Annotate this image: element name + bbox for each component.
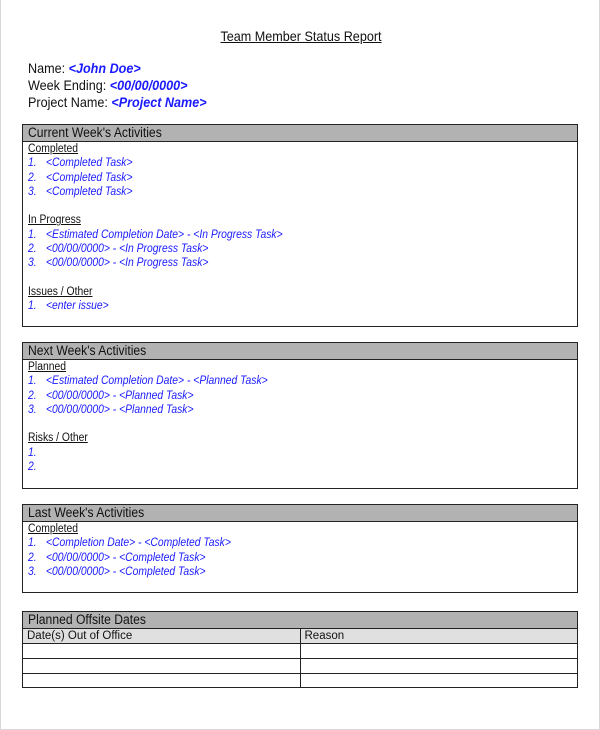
offsite-table (23, 629, 577, 688)
item-number: 3. (28, 403, 37, 416)
section-title: Current Week's Activities (28, 125, 162, 140)
section-title: Planned Offsite Dates (28, 612, 146, 627)
next-week-section (22, 342, 578, 489)
offsite-dates-section (22, 611, 578, 688)
item-number: 2. (28, 243, 37, 256)
name-label: Name: (28, 60, 66, 76)
list-item[interactable] (28, 256, 522, 270)
item-number: 1. (28, 537, 37, 550)
item-text: <00/00/0000> - <Completed Task> (46, 565, 206, 578)
subheading-in-progress: In Progress (28, 214, 81, 227)
list-item[interactable] (28, 242, 522, 256)
week-ending-value[interactable]: <00/00/0000> (109, 77, 188, 93)
item-number: 3. (28, 185, 37, 198)
section-title: Next Week's Activities (28, 343, 147, 358)
item-text: <00/00/0000> - <Planned Task> (46, 389, 194, 402)
list-item[interactable] (28, 460, 522, 474)
list-item[interactable] (28, 389, 522, 403)
column-header-dates: Date(s) Out of Office (23, 629, 300, 643)
report-meta (28, 60, 207, 111)
reason-cell[interactable] (300, 673, 577, 688)
section-header (23, 612, 577, 629)
item-text: <Estimated Completion Date> - <Planned Task> (46, 375, 268, 388)
subheading-completed: Completed (28, 523, 79, 535)
subheading-risks: Risks / Other (28, 432, 88, 445)
item-text: <00/00/0000> - <In Progress Task> (46, 243, 209, 256)
list-item[interactable] (28, 156, 522, 170)
item-text: <00/00/0000> - <In Progress Task> (46, 257, 209, 270)
project-name-label: Project Name: (28, 94, 108, 110)
date-cell[interactable] (23, 673, 300, 688)
item-number: 3. (28, 257, 37, 270)
list-item[interactable] (28, 228, 522, 242)
list-item[interactable] (28, 551, 522, 565)
list-item[interactable] (28, 446, 522, 460)
item-number: 2. (28, 551, 37, 564)
page-title: Team Member Status Report (220, 28, 382, 44)
column-header-reason: Reason (300, 629, 577, 643)
item-text: <Completed Task> (46, 157, 133, 170)
section-header (23, 505, 577, 522)
item-number: 1. (28, 157, 37, 170)
table-row (23, 658, 577, 673)
week-ending-label: Week Ending: (28, 77, 107, 93)
reason-cell[interactable] (300, 643, 577, 658)
table-header-row (23, 629, 577, 643)
name-value[interactable]: <John Doe> (68, 60, 141, 76)
reason-cell[interactable] (300, 658, 577, 673)
date-cell[interactable] (23, 643, 300, 658)
item-number: 1. (28, 300, 37, 313)
item-text: <Completed Task> (46, 171, 133, 184)
list-item[interactable] (28, 185, 522, 199)
list-item[interactable] (28, 299, 522, 313)
last-week-section (22, 504, 578, 593)
item-text: <Estimated Completion Date> - <In Progress Task> (46, 228, 283, 241)
item-text: <Completed Task> (46, 185, 133, 198)
date-cell[interactable] (23, 658, 300, 673)
table-row (23, 643, 577, 658)
table-row (23, 673, 577, 688)
item-text: <00/00/0000> - <Completed Task> (46, 551, 206, 564)
item-number: 2. (28, 389, 37, 402)
item-number: 1. (28, 446, 37, 459)
item-text: <enter issue> (46, 300, 109, 313)
item-number: 1. (28, 375, 37, 388)
current-week-section (22, 124, 578, 327)
item-text: <00/00/0000> - <Planned Task> (46, 403, 194, 416)
item-number: 3. (28, 565, 37, 578)
subheading-completed: Completed (28, 143, 79, 155)
section-header (23, 343, 577, 360)
list-item[interactable] (28, 171, 522, 185)
subheading-planned: Planned (28, 361, 66, 373)
subheading-issues: Issues / Other (28, 285, 93, 298)
list-item[interactable] (28, 565, 522, 579)
list-item[interactable] (28, 403, 522, 417)
item-text: <Completion Date> - <Completed Task> (46, 537, 231, 550)
section-title: Last Week's Activities (28, 505, 145, 520)
item-number: 2. (28, 461, 37, 474)
list-item[interactable] (28, 536, 522, 550)
item-number: 2. (28, 171, 37, 184)
section-header (23, 125, 577, 142)
project-name-value[interactable]: <Project Name> (111, 94, 207, 110)
item-number: 1. (28, 228, 37, 241)
list-item[interactable] (28, 374, 522, 388)
